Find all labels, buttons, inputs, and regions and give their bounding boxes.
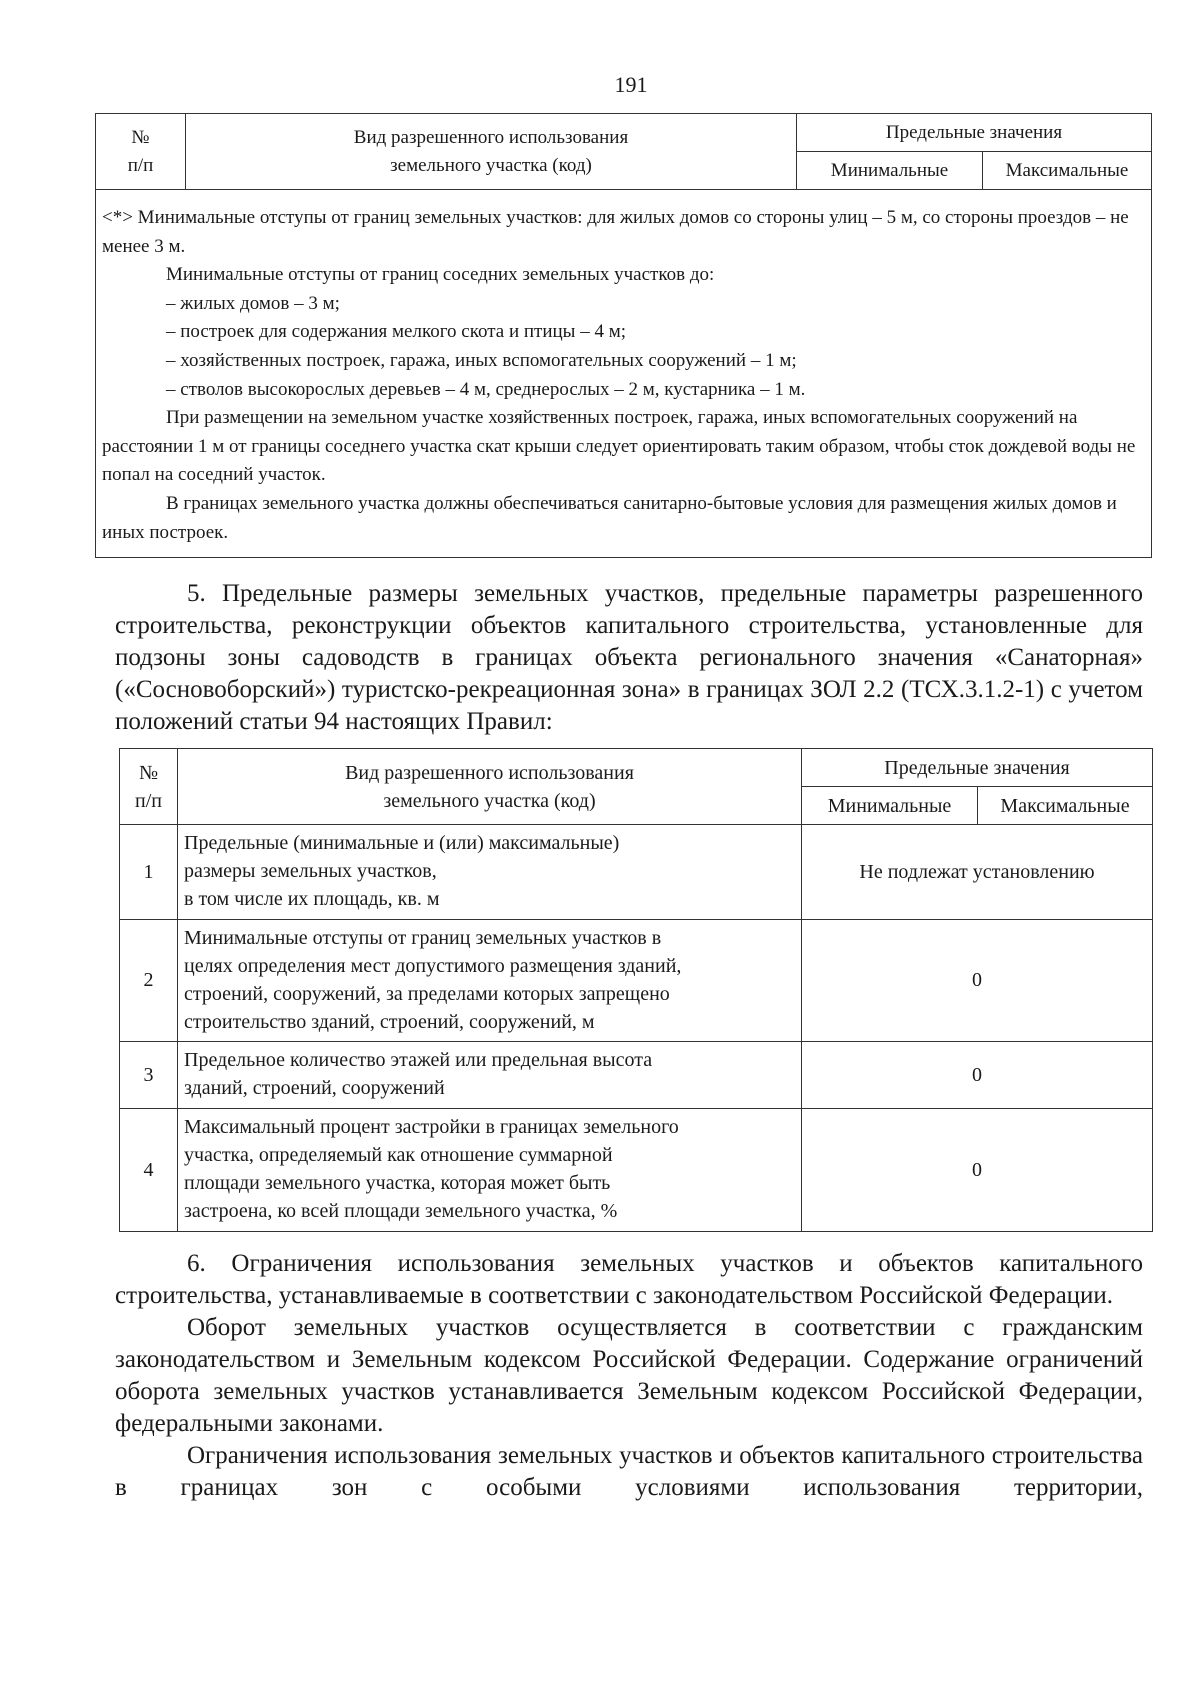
row-description-line: Предельное количество этажей или предельная высота: [184, 1049, 653, 1071]
header-limits: Предельные значения: [802, 749, 1153, 787]
row-number: 1: [120, 825, 178, 920]
header-limits: Предельные значения: [797, 114, 1152, 152]
table-row: [120, 1109, 1153, 1232]
header-kind-line1: Вид разрешенного использования: [345, 761, 634, 784]
header-number-cell: [120, 749, 178, 825]
row-description: [178, 1042, 802, 1109]
header-max: Максимальные: [983, 152, 1152, 190]
row-description: [178, 1109, 802, 1232]
footnote-line: При размещении на земельном участке хозяйственных построек, гаража, иных вспомогательных сооружений на расстоянии 1 м от границы соседнего участка скат крыши следует ориентировать таким образом, чтобы сток дождевой воды не попал на соседний участок.: [102, 407, 1136, 486]
header-kind-line2: земельного участка (код): [390, 154, 592, 176]
row-value: 0: [802, 1109, 1153, 1232]
section-6-paragraph: Ограничения использования земельных участков и объектов капитального строительства в границах зон с особыми условиями использования территории,: [115, 1442, 1143, 1501]
footnote-list-item: – стволов высокорослых деревьев – 4 м, среднерослых – 2 м, кустарника – 1 м.: [166, 378, 806, 400]
header-max: Максимальные: [978, 787, 1153, 825]
header-number-sign: №: [138, 761, 159, 784]
footnote-line: <*> Минимальные отступы от границ земельных участков: для жилых домов со стороны улиц – 5 м, со стороны проездов – не менее 3 м.: [102, 207, 1129, 257]
header-min: Минимальные: [797, 152, 983, 190]
header-kind-cell: [178, 749, 802, 825]
row-description-line: Предельные (минимальные и (или) максимальные): [184, 832, 620, 854]
footnote-cell: [96, 190, 1152, 558]
section-6-heading: 6. Ограничения использования земельных участков и объектов капитального строительства, устанавливаемые в соответствии с законодательством Российской Федерации.: [115, 1250, 1143, 1309]
header-kind-line2: земельного участка (код): [383, 789, 596, 812]
row-value: Не подлежат установлению: [802, 825, 1153, 920]
header-number-label: п/п: [127, 154, 154, 176]
footnote-list-item: – жилых домов – 3 м;: [166, 292, 340, 314]
footnote-list-item: – построек для содержания мелкого скота и птицы – 4 м;: [166, 321, 626, 343]
row-description-line: площади земельного участка, которая может быть: [184, 1172, 611, 1194]
section-5-text: 5. Предельные размеры земельных участков, предельные параметры разрешенного строительства, реконструкции объектов капитального строительства, установленные для подзоны зоны садоводств в границах объекта регионального значения «Санаторная» («Сосновоборский») туристско-рекреационная зона» в границах ЗОЛ 2.2 (ТСХ.3.1.2-1) с учетом положений статьи 94 настоящих Правил:: [115, 580, 1143, 735]
row-description-line: участка, определяемый как отношение суммарной: [184, 1144, 613, 1166]
table-row: [120, 1042, 1153, 1109]
requirements-table-continuation: [95, 113, 1152, 558]
row-number: 2: [120, 920, 178, 1042]
row-value: 0: [802, 920, 1153, 1042]
header-number-label: п/п: [135, 789, 162, 812]
footnote-line: Минимальные отступы от границ соседних земельных участков до:: [166, 264, 715, 286]
row-description-line: размеры земельных участков,: [184, 860, 437, 882]
row-description-line: строений, сооружений, за пределами которых запрещено: [184, 983, 670, 1005]
row-number: 4: [120, 1109, 178, 1232]
page-number: 191: [614, 72, 648, 97]
row-description-line: зданий, строений, сооружений: [184, 1077, 445, 1099]
row-description-line: Максимальный процент застройки в границах земельного: [184, 1116, 679, 1138]
header-number-sign: №: [131, 126, 150, 148]
row-description: [178, 825, 802, 920]
footnote-list-item: – хозяйственных построек, гаража, иных вспомогательных сооружений – 1 м;: [166, 349, 797, 371]
header-number-cell: [96, 114, 186, 190]
header-kind-line1: Вид разрешенного использования: [353, 126, 629, 148]
table-row: [120, 825, 1153, 920]
row-description: [178, 920, 802, 1042]
section-6: [115, 1248, 1143, 1504]
table-row: [120, 920, 1153, 1042]
section-5: [115, 578, 1143, 738]
header-kind-cell: [186, 114, 797, 190]
limits-table: [119, 748, 1153, 1232]
row-value: 0: [802, 1042, 1153, 1109]
row-description-line: в том числе их площадь, кв. м: [184, 888, 440, 910]
row-number: 3: [120, 1042, 178, 1109]
row-description-line: застроена, ко всей площади земельного участка, %: [184, 1200, 618, 1222]
footnote-line: В границах земельного участка должны обеспечиваться санитарно-бытовые условия для размещения жилых домов и иных построек.: [102, 492, 1117, 543]
row-description-line: строительство зданий, строений, сооружений, м: [184, 1011, 595, 1033]
section-6-paragraph: Оборот земельных участков осуществляется в соответствии с гражданским законодательством и Земельным кодексом Российской Федерации. Содержание ограничений оборота земельных участков устанавливается Земельным кодексом Российской Федерации, федеральными законами.: [115, 1314, 1143, 1437]
row-description-line: целях определения мест допустимого размещения зданий,: [184, 955, 682, 977]
header-min: Минимальные: [802, 787, 978, 825]
row-description-line: Минимальные отступы от границ земельных участков в: [184, 927, 662, 949]
